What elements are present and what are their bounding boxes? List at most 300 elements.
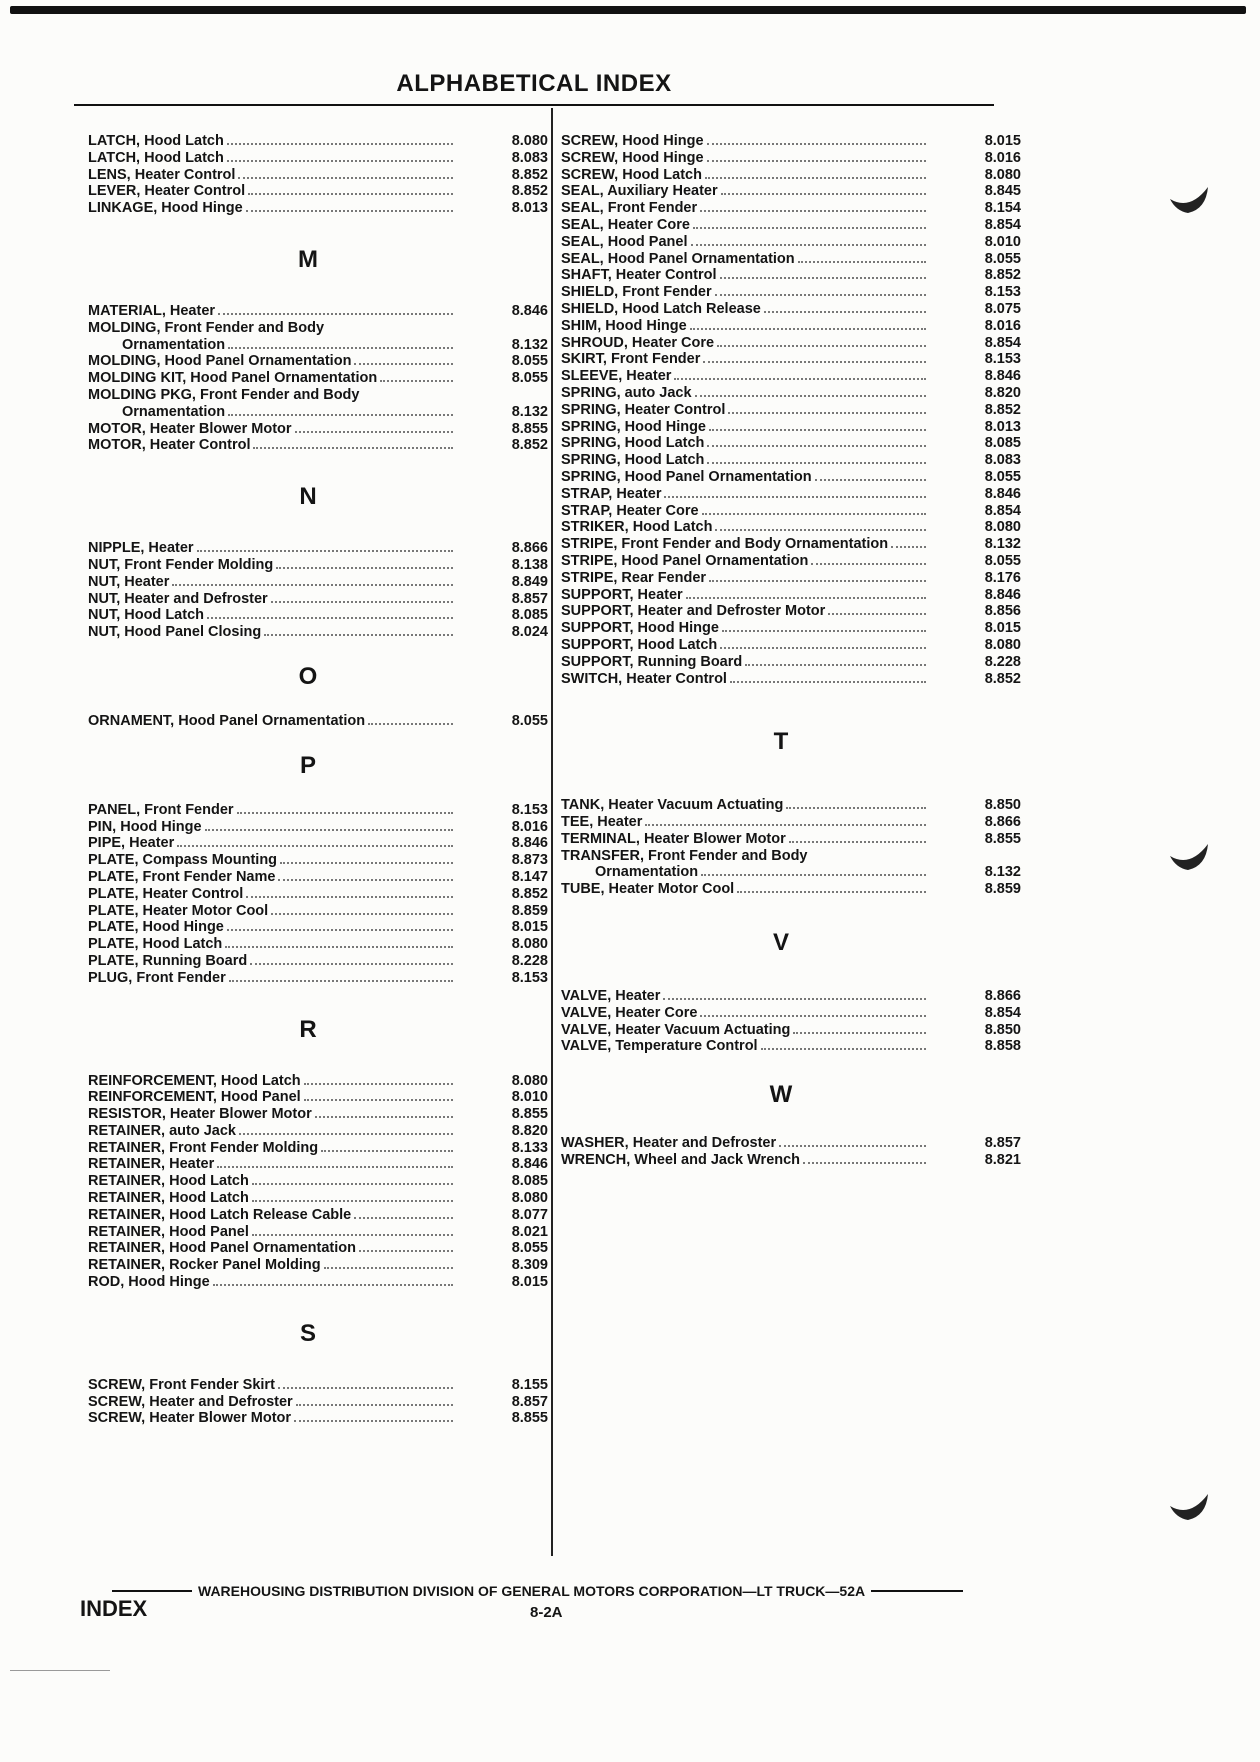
dot-leader <box>177 844 453 847</box>
entry-page-number: 8.055 <box>511 712 548 729</box>
entry-label: Ornamentation <box>122 336 226 353</box>
dot-leader <box>354 1216 453 1219</box>
entry-page-number: 8.850 <box>984 797 1021 814</box>
dot-leader <box>786 806 926 809</box>
dot-leader <box>296 1403 453 1406</box>
dot-leader <box>304 1098 453 1101</box>
entry-label: STRAP, Heater <box>561 485 662 502</box>
dot-leader <box>720 646 926 649</box>
entry-label: SEAL, Heater Core <box>561 216 690 233</box>
entry-page-number: 8.077 <box>511 1206 548 1223</box>
entry-label: TUBE, Heater Motor Cool <box>561 881 735 898</box>
index-entry <box>561 988 1021 1005</box>
entry-label: TERMINAL, Heater Blower Motor <box>561 830 786 847</box>
entry-label: RETAINER, Hood Panel Ornamentation <box>88 1240 357 1257</box>
entry-label: SHIELD, Front Fender <box>561 284 712 301</box>
entry-page-number: 8.859 <box>511 902 548 919</box>
index-entry <box>561 167 1021 184</box>
index-entry <box>561 797 1021 814</box>
index-entry <box>88 624 548 641</box>
entry-page-number: 8.854 <box>984 216 1021 233</box>
entry-page-number: 8.866 <box>984 814 1021 831</box>
index-entry <box>88 167 548 184</box>
dot-leader <box>721 192 926 195</box>
entry-label: REINFORCEMENT, Hood Panel <box>88 1089 301 1106</box>
entry-page-number: 8.080 <box>511 936 548 953</box>
index-entry <box>561 1038 1021 1055</box>
entry-label: VALVE, Heater Core <box>561 1004 698 1021</box>
entry-label: VALVE, Heater Vacuum Actuating <box>561 1021 791 1038</box>
footer-rule-left <box>112 1590 192 1592</box>
dot-leader <box>728 411 926 414</box>
index-entry <box>88 1377 548 1394</box>
entry-page-number: 8.132 <box>984 864 1021 881</box>
entry-page-number: 8.080 <box>511 1072 548 1089</box>
dot-leader <box>229 979 453 982</box>
dot-leader <box>359 1249 453 1252</box>
entry-page-number: 8.021 <box>511 1223 548 1240</box>
entry-label: MOTOR, Heater Blower Motor <box>88 420 292 437</box>
entry-label: SLEEVE, Heater <box>561 368 672 385</box>
footer-rule-right <box>871 1590 963 1592</box>
dot-leader <box>246 209 453 212</box>
entry-page-number: 8.857 <box>511 1393 548 1410</box>
index-entry <box>561 318 1021 335</box>
dot-leader <box>213 1283 453 1286</box>
entry-page-number: 8.055 <box>511 1240 548 1257</box>
dot-leader <box>294 1419 453 1422</box>
dot-leader <box>276 566 453 569</box>
section-letter: V <box>772 929 789 957</box>
section-letter: W <box>769 1081 793 1109</box>
dot-leader <box>239 1132 453 1135</box>
entry-page-number: 8.015 <box>511 919 548 936</box>
entry-page-number: 8.820 <box>511 1122 548 1139</box>
dot-leader <box>252 1199 453 1202</box>
index-entry <box>561 519 1021 536</box>
dot-leader <box>674 377 926 380</box>
index-entry <box>88 869 548 886</box>
entry-page-number: 8.085 <box>511 1173 548 1190</box>
entry-label: SPRING, Hood Hinge <box>561 418 706 435</box>
dot-leader <box>227 159 453 162</box>
entry-page-number: 8.024 <box>511 624 548 641</box>
entry-label: NUT, Heater <box>88 573 170 590</box>
entry-label: SPRING, Hood Latch <box>561 435 705 452</box>
dot-leader <box>664 495 926 498</box>
entry-label: SHIELD, Hood Latch Release <box>561 300 761 317</box>
entry-label: SEAL, Hood Panel Ornamentation <box>561 250 795 267</box>
entry-label: RETAINER, auto Jack <box>88 1122 236 1139</box>
index-entry <box>561 419 1021 436</box>
index-entry <box>561 351 1021 368</box>
binder-ring-mark-icon <box>1168 175 1212 219</box>
index-entry <box>88 1224 548 1241</box>
index-entry <box>88 1156 548 1173</box>
entry-label: SPRING, Hood Panel Ornamentation <box>561 468 812 485</box>
index-entry <box>561 150 1021 167</box>
entry-page-number: 8.846 <box>511 835 548 852</box>
dot-leader <box>705 176 926 179</box>
entry-label: RETAINER, Rocker Panel Molding <box>88 1257 321 1274</box>
entry-page-number: 8.854 <box>984 502 1021 519</box>
entry-label: SCREW, Hood Hinge <box>561 133 704 149</box>
entry-page-number: 8.855 <box>511 1106 548 1123</box>
entry-page-number: 8.055 <box>984 468 1021 485</box>
index-entry <box>88 1190 548 1207</box>
entry-label: WRENCH, Wheel and Jack Wrench <box>561 1152 801 1169</box>
entry-label: SPRING, auto Jack <box>561 384 692 401</box>
entry-page-number: 8.080 <box>511 1190 548 1207</box>
entry-label: SPRING, Hood Latch <box>561 452 705 469</box>
dot-leader <box>304 1082 453 1085</box>
dot-leader <box>205 828 453 831</box>
index-entry <box>561 469 1021 486</box>
entry-label: PLATE, Heater Control <box>88 885 244 902</box>
dot-leader <box>779 1144 926 1147</box>
entry-label: NUT, Hood Panel Closing <box>88 624 262 641</box>
footer-publisher-line <box>112 1583 1012 1599</box>
dot-leader <box>695 394 926 397</box>
entry-page-number: 8.846 <box>984 368 1021 385</box>
index-entry <box>88 970 548 987</box>
entry-page-number: 8.176 <box>984 569 1021 586</box>
index-entry <box>88 370 548 387</box>
index-entry <box>561 553 1021 570</box>
dot-leader <box>253 446 453 449</box>
entry-page-number: 8.857 <box>511 590 548 607</box>
index-entry <box>561 671 1021 688</box>
dot-leader <box>250 962 453 965</box>
entry-label: WASHER, Heater and Defroster <box>561 1135 777 1152</box>
entry-page-number: 8.309 <box>511 1257 548 1274</box>
dot-leader <box>715 528 926 531</box>
index-entry <box>561 133 1021 150</box>
index-entry <box>88 936 548 953</box>
dot-leader <box>702 512 926 515</box>
index-entry <box>88 353 548 370</box>
entry-page-number: 8.015 <box>984 620 1021 637</box>
column-divider <box>551 108 553 1556</box>
entry-page-number: 8.132 <box>511 336 548 353</box>
entry-label: PANEL, Front Fender <box>88 801 234 818</box>
index-entry <box>88 852 548 869</box>
entry-label: STRIPE, Front Fender and Body Ornamentation <box>561 536 889 553</box>
entry-label: RETAINER, Hood Latch <box>88 1173 249 1190</box>
entry-page-number: 8.846 <box>511 302 548 319</box>
index-entry <box>561 536 1021 553</box>
entry-label: SEAL, Front Fender <box>561 200 698 217</box>
entry-page-number: 8.083 <box>511 149 548 166</box>
entry-label: MOTOR, Heater Control <box>88 437 251 454</box>
index-entry <box>88 540 548 557</box>
entry-label: RESISTOR, Heater Blower Motor <box>88 1106 312 1123</box>
entry-page-number: 8.845 <box>984 183 1021 200</box>
dot-leader <box>227 928 453 931</box>
entry-page-number: 8.852 <box>511 437 548 454</box>
dot-leader <box>225 945 453 948</box>
footer-section-label: INDEX <box>80 1596 148 1621</box>
index-entry <box>561 654 1021 671</box>
entry-label: SUPPORT, Hood Hinge <box>561 620 719 637</box>
dot-leader <box>237 811 453 814</box>
entry-label: SEAL, Auxiliary Heater <box>561 183 718 200</box>
dot-leader <box>700 1014 926 1017</box>
dot-leader <box>686 596 926 599</box>
entry-label: VALVE, Heater <box>561 988 661 1005</box>
entry-page-number: 8.155 <box>511 1376 548 1393</box>
entry-label: LENS, Heater Control <box>88 166 236 183</box>
entry-page-number: 8.852 <box>984 670 1021 687</box>
dot-leader <box>295 430 453 433</box>
entry-label: PLATE, Hood Latch <box>88 936 223 953</box>
index-entry <box>561 603 1021 620</box>
dot-leader <box>709 428 926 431</box>
entry-page-number: 8.228 <box>511 952 548 969</box>
section-letter: N <box>299 483 317 511</box>
index-entry <box>561 385 1021 402</box>
entry-label: SCREW, Heater and Defroster <box>88 1393 293 1410</box>
index-entry <box>561 587 1021 604</box>
entry-label: PLATE, Hood Hinge <box>88 919 224 936</box>
entry-page-number: 8.854 <box>984 334 1021 351</box>
entry-page-number: 8.055 <box>984 250 1021 267</box>
entry-label: LINKAGE, Hood Hinge <box>88 200 243 217</box>
entry-label: SUPPORT, Running Board <box>561 653 743 670</box>
index-entry <box>561 284 1021 301</box>
index-entry <box>88 1274 548 1291</box>
index-entry <box>561 831 1021 848</box>
page-title: ALPHABETICAL INDEX <box>396 70 672 97</box>
index-entry <box>88 557 548 574</box>
index-entry <box>88 591 548 608</box>
entry-label: NUT, Hood Latch <box>88 607 204 624</box>
index-entry <box>561 183 1021 200</box>
index-entry <box>88 150 548 167</box>
index-entry <box>88 802 548 819</box>
dot-leader <box>691 243 927 246</box>
section-letter: S <box>299 1319 316 1347</box>
index-entry-heading: TRANSFER, Front Fender and Body <box>561 847 808 864</box>
dot-leader <box>803 1161 926 1164</box>
entry-label: NUT, Front Fender Molding <box>88 556 274 573</box>
entry-label: ROD, Hood Hinge <box>88 1274 210 1291</box>
index-entry <box>88 819 548 836</box>
index-entry <box>561 452 1021 469</box>
entry-page-number: 8.010 <box>984 233 1021 250</box>
entry-label: RETAINER, Front Fender Molding <box>88 1139 319 1156</box>
index-entry <box>561 864 1021 881</box>
entry-page-number: 8.138 <box>511 556 548 573</box>
index-entry <box>88 404 548 421</box>
dot-leader <box>717 344 926 347</box>
entry-label: SCREW, Heater Blower Motor <box>88 1410 292 1427</box>
entry-label: STRIKER, Hood Latch <box>561 519 713 536</box>
entry-page-number: 8.015 <box>511 1274 548 1291</box>
index-entry <box>88 303 548 320</box>
entry-label: STRIPE, Rear Fender <box>561 569 707 586</box>
dot-leader <box>238 176 453 179</box>
entry-page-number: 8.866 <box>984 988 1021 1005</box>
dot-leader <box>737 890 926 893</box>
entry-label: SUPPORT, Heater and Defroster Motor <box>561 603 826 620</box>
index-entry <box>561 234 1021 251</box>
entry-page-number: 8.016 <box>511 818 548 835</box>
entry-page-number: 8.850 <box>984 1021 1021 1038</box>
dot-leader <box>707 461 926 464</box>
entry-page-number: 8.016 <box>984 317 1021 334</box>
dot-leader <box>730 680 926 683</box>
index-entry <box>88 1394 548 1411</box>
dot-leader <box>707 444 926 447</box>
entry-label: SHROUD, Heater Core <box>561 334 715 351</box>
dot-leader <box>380 379 453 382</box>
entry-label: PLATE, Heater Motor Cool <box>88 902 269 919</box>
index-entry <box>88 713 548 730</box>
index-entry <box>561 251 1021 268</box>
binder-ring-mark-icon <box>1168 1482 1212 1526</box>
index-entry <box>561 368 1021 385</box>
index-entry <box>561 200 1021 217</box>
index-entry <box>561 217 1021 234</box>
entry-page-number: 8.153 <box>511 801 548 818</box>
entry-page-number: 8.852 <box>511 166 548 183</box>
index-entry <box>88 1207 548 1224</box>
entry-page-number: 8.080 <box>984 636 1021 653</box>
entry-page-number: 8.083 <box>984 452 1021 469</box>
entry-page-number: 8.015 <box>984 133 1021 149</box>
entry-label: RETAINER, Heater <box>88 1156 215 1173</box>
dot-leader <box>815 478 926 481</box>
entry-page-number: 8.852 <box>984 267 1021 284</box>
entry-page-number: 8.075 <box>984 300 1021 317</box>
index-entry <box>88 1073 548 1090</box>
dot-leader <box>690 327 926 330</box>
entry-label: PLATE, Compass Mounting <box>88 852 278 869</box>
dot-leader <box>252 1182 453 1185</box>
section-letter: T <box>773 728 789 756</box>
index-entry <box>88 903 548 920</box>
dot-leader <box>197 549 453 552</box>
dot-leader <box>745 663 926 666</box>
dot-leader <box>703 360 926 363</box>
dot-leader <box>811 562 926 565</box>
entry-label: NIPPLE, Heater <box>88 540 194 557</box>
entry-page-number: 8.080 <box>984 519 1021 536</box>
dot-leader <box>354 362 453 365</box>
index-entry <box>88 574 548 591</box>
top-rule <box>10 6 1246 14</box>
bottom-rule <box>10 1670 110 1671</box>
dot-leader <box>321 1149 453 1152</box>
dot-leader <box>368 722 453 725</box>
dot-leader <box>172 583 453 586</box>
entry-label: SCREW, Front Fender Skirt <box>88 1376 275 1393</box>
entry-label: SPRING, Heater Control <box>561 401 726 418</box>
dot-leader <box>798 260 926 263</box>
entry-label: Ornamentation <box>595 864 699 881</box>
entry-page-number: 8.821 <box>984 1152 1021 1169</box>
entry-label: SEAL, Hood Panel <box>561 233 688 250</box>
entry-page-number: 8.154 <box>984 200 1021 217</box>
entry-page-number: 8.858 <box>984 1038 1021 1055</box>
entry-page-number: 8.153 <box>511 969 548 986</box>
dot-leader <box>793 1031 926 1034</box>
entry-page-number: 8.856 <box>984 603 1021 620</box>
entry-label: SWITCH, Heater Control <box>561 670 727 687</box>
dot-leader <box>248 192 453 195</box>
entry-page-number: 8.846 <box>984 485 1021 502</box>
section-letter: R <box>299 1015 317 1043</box>
dot-leader <box>271 912 453 915</box>
entry-label: PLATE, Front Fender Name <box>88 868 276 885</box>
entry-label: RETAINER, Hood Panel <box>88 1223 249 1240</box>
entry-page-number: 8.820 <box>984 384 1021 401</box>
section-letter: M <box>298 245 318 273</box>
entry-page-number: 8.132 <box>511 403 548 420</box>
entry-label: STRAP, Heater Core <box>561 502 699 519</box>
index-entry <box>88 200 548 217</box>
entry-label: TEE, Heater <box>561 814 643 831</box>
entry-label: LEVER, Heater Control <box>88 183 246 200</box>
index-entry <box>561 503 1021 520</box>
entry-page-number: 8.080 <box>984 166 1021 183</box>
entry-label: SCREW, Hood Latch <box>561 166 702 183</box>
entry-page-number: 8.133 <box>511 1139 548 1156</box>
index-entry <box>88 437 548 454</box>
entry-page-number: 8.055 <box>511 353 548 370</box>
index-entry <box>561 301 1021 318</box>
index-entry <box>561 1152 1021 1169</box>
entry-page-number: 8.859 <box>984 881 1021 898</box>
entry-page-number: 8.228 <box>984 653 1021 670</box>
dot-leader <box>715 293 926 296</box>
entry-page-number: 8.153 <box>984 351 1021 368</box>
entry-label: SHAFT, Heater Control <box>561 267 717 284</box>
entry-page-number: 8.010 <box>511 1089 548 1106</box>
entry-label: PLUG, Front Fender <box>88 969 226 986</box>
entry-page-number: 8.016 <box>984 149 1021 166</box>
entry-label: LATCH, Hood Latch <box>88 149 224 166</box>
entry-label: PLATE, Running Board <box>88 952 248 969</box>
dot-leader <box>645 823 926 826</box>
index-entry <box>88 919 548 936</box>
entry-page-number: 8.857 <box>984 1135 1021 1152</box>
dot-leader <box>246 895 453 898</box>
entry-page-number: 8.013 <box>984 418 1021 435</box>
entry-label: SHIM, Hood Hinge <box>561 317 687 334</box>
dot-leader <box>264 633 453 636</box>
entry-label: MATERIAL, Heater <box>88 302 216 319</box>
dot-leader <box>252 1233 453 1236</box>
index-column-left <box>88 133 548 1427</box>
entry-page-number: 8.849 <box>511 573 548 590</box>
index-entry <box>88 133 548 150</box>
entry-label: SUPPORT, Hood Latch <box>561 636 718 653</box>
index-entry <box>561 570 1021 587</box>
index-entry <box>561 435 1021 452</box>
entry-page-number: 8.013 <box>511 200 548 217</box>
dot-leader <box>280 861 453 864</box>
entry-page-number: 8.147 <box>511 868 548 885</box>
dot-leader <box>228 413 453 416</box>
entry-label: Ornamentation <box>122 403 226 420</box>
index-entry <box>88 337 548 354</box>
entry-label: VALVE, Temperature Control <box>561 1038 758 1055</box>
index-entry <box>88 886 548 903</box>
entry-page-number: 8.846 <box>984 586 1021 603</box>
entry-page-number: 8.055 <box>511 370 548 387</box>
